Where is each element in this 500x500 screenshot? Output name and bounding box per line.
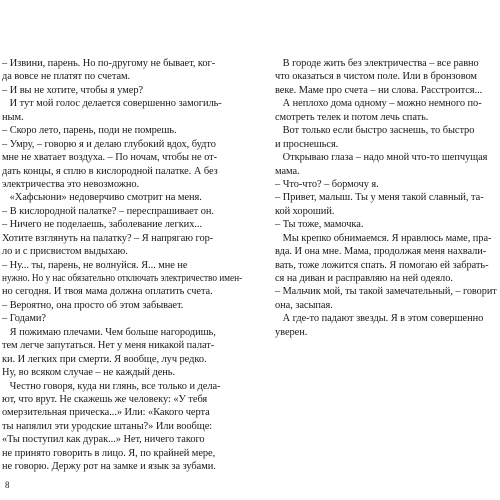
text-line: – Ничего не поделаешь, заболевание легких... <box>2 219 202 231</box>
text-line: – Годами? <box>2 313 46 325</box>
text-line: ся на диван и расправляю на ней одеяло. <box>275 273 453 284</box>
text-line: Честно говоря, куда ни глянь, все только и дела- <box>2 380 221 392</box>
text-line: Хотите взглянуть на палатку? – Я напрягаю гор- <box>2 232 214 244</box>
page-number: 8 <box>5 480 10 490</box>
text-line: она, засыпая. <box>275 299 333 311</box>
text-line: – Ты тоже, мамочка. <box>275 219 364 231</box>
left-text-column <box>2 57 242 474</box>
right-text-column <box>275 57 497 339</box>
text-line: тем легче запутаться. Нет у меня никакой палат- <box>2 340 215 352</box>
text-line: Я пожимаю плечами. Чем больше нагородишь, <box>2 326 216 338</box>
text-line: уверен. <box>275 326 308 338</box>
text-line: – Мальчик мой, ты такой замечательный, – говорит <box>275 286 497 298</box>
text-line: А где-то падают звезды. Я в этом совершенно <box>275 313 484 325</box>
text-line: омерзительная прическа...» Или: «Какого черта <box>2 407 210 419</box>
text-line: «Ты поступил как дурак...» Нет, ничего такого <box>2 434 205 446</box>
text-line: смотреть телек и потом лечь спать. <box>275 111 429 123</box>
text-line: не говорю. Держу рот на замке и язык за зубами. <box>2 461 216 473</box>
text-line: И тут мой голос делается совершенно замогиль- <box>2 98 222 110</box>
text-line: – В кислородной палатке? – переспрашивает он. <box>2 205 214 217</box>
text-line: ты напялил эти уродские штаны?» Или вообще: <box>2 420 213 432</box>
text-line: ным. <box>2 111 24 123</box>
text-line: – Умру, – говорю я и делаю глубокий вдох, будто <box>2 138 216 150</box>
text-line: не принято говорить в лицо. Я, по крайней мере, <box>2 447 216 459</box>
text-line: В городе жить без электричества – все равно <box>275 58 479 69</box>
text-line: А неплохо дома одному – можно немного по- <box>275 98 482 110</box>
text-line: вать, тоже ложится спать. Я помогаю ей забрать- <box>275 259 489 271</box>
text-line: «Хафсьюни» недоверчиво смотрит на меня. <box>2 192 202 204</box>
text-line: вда. И она мне. Мама, продолжая меня нахвали- <box>275 246 487 258</box>
text-line: Ну, во всяком случае – не каждый день. <box>2 367 176 379</box>
text-line: и проснешься. <box>275 138 339 150</box>
text-line: – Вероятно, она просто об этом забывает. <box>2 299 184 311</box>
text-line: – Привет, малыш. Ты у меня такой славный, та- <box>275 192 484 204</box>
text-line: – Ну... ты, парень, не волнуйся. Я... мне не <box>2 259 188 271</box>
text-line: но сегодня. И твоя мама должна оплатить счета. <box>2 286 213 298</box>
text-line: да вовсе не платят по счетам. <box>2 71 131 83</box>
text-line: мне не хватает воздуха. – По ночам, чтобы не от- <box>2 152 218 164</box>
text-line: ют, что врут. Не скажешь же человеку: «У тебя <box>2 393 208 405</box>
text-line: электричества это невозможно. <box>2 178 140 190</box>
text-line: мама. <box>275 165 300 177</box>
text-line: что оказаться в чистом поле. Или в бронзовом <box>275 71 477 83</box>
text-line: – Скоро лето, парень, поди не помрешь. <box>2 125 177 137</box>
text-line: веке. Маме про счета – ни слова. Расстроится... <box>275 84 483 96</box>
text-line: Мы крепко обнимаемся. Я нравлюсь маме, пра- <box>275 232 492 244</box>
text-line: – Извини, парень. Но по-другому не бывает, ког- <box>2 58 216 69</box>
text-line: нужно. Но у нас обязательно отключать электричество имен- <box>2 273 243 284</box>
text-line: ки. И легких при смерти. Я вообще, луч редко. <box>2 353 207 365</box>
text-line: кой хороший. <box>275 205 335 217</box>
text-line: Открываю глаза – надо мной что-то шепчущая <box>275 152 488 164</box>
text-line: Вот только если быстро заснешь, то быстро <box>275 125 475 137</box>
text-line: дать концы, я сплю в кислородной палатке. А без <box>2 165 218 177</box>
text-line: ло и с присвистом выдыхаю. <box>2 246 128 258</box>
text-line: – И вы не хотите, чтобы я умер? <box>2 84 144 96</box>
text-line: – Что-что? – бормочу я. <box>275 178 379 190</box>
